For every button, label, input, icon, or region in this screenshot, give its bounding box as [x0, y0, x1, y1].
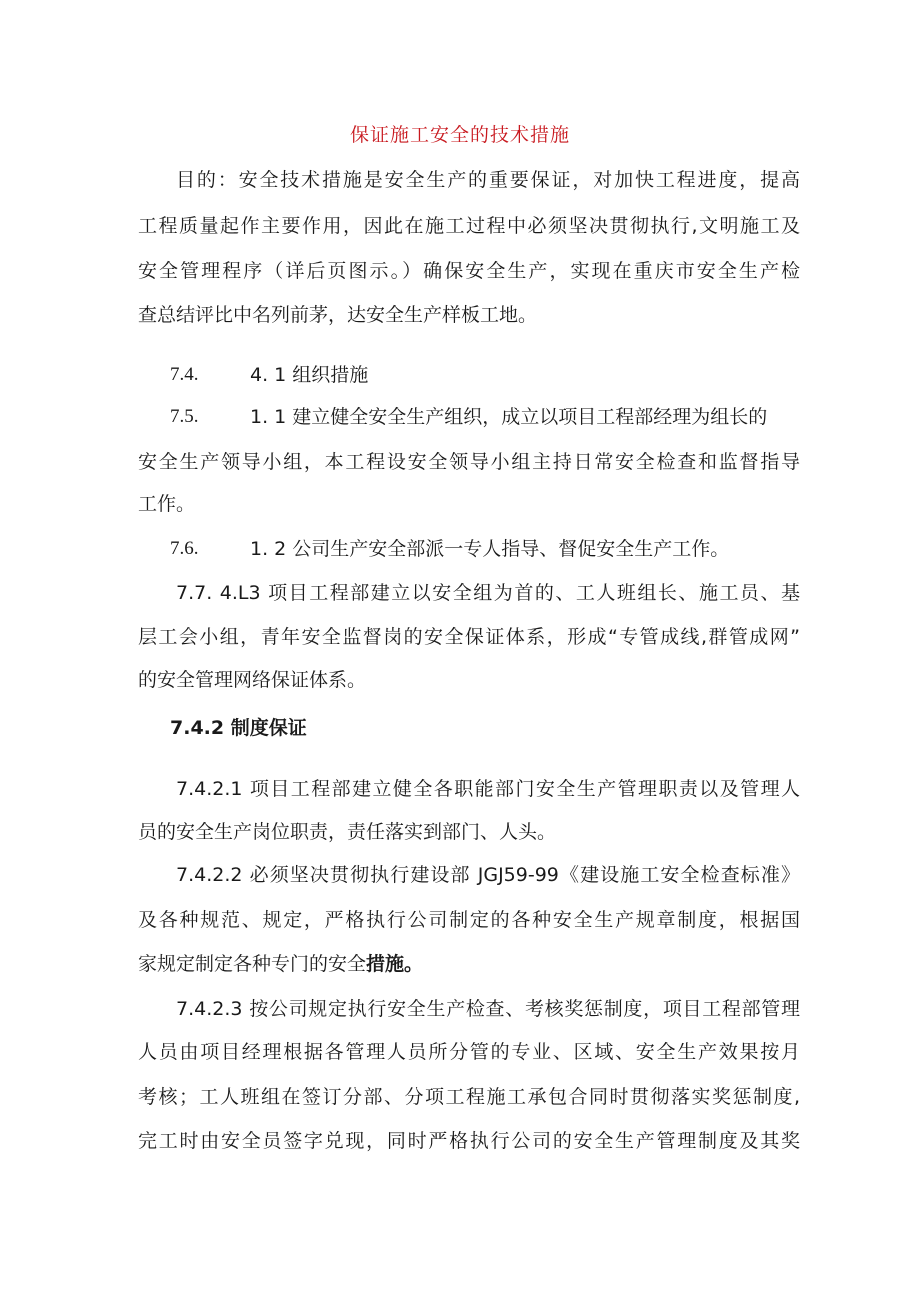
section-7-5-line-2: 安全生产领导小组，本工程设安全领导小组主持日常安全检查和监督指导 [138, 451, 800, 473]
page-title: 保证施工安全的技术措施 [349, 124, 570, 146]
section-7-4-number: 7.4. [170, 364, 199, 385]
purpose-line-3: 安全管理程序（详后页图示。）确保安全生产，实现在重庆市安全生产检 [138, 260, 800, 282]
section-7-5-line-3: 工作。 [138, 493, 196, 515]
purpose-line-4: 查总结评比中名列前茅，达安全生产样板工地。 [138, 304, 538, 326]
section-7-4-2-2-line-3-text: 家规定制定各种专门的安全 [138, 953, 367, 975]
purpose-line-1: 目的：安全技术措施是安全生产的重要保证，对加快工程进度，提高 [176, 169, 800, 191]
section-7-4-2-2-line-2: 及各种规范、规定，严格执行公司制定的各种安全生产规章制度，根据国 [138, 909, 800, 931]
section-7-4-2-2-line-3-bold: 措施。 [366, 953, 424, 975]
section-7-4-2-3-line-2: 人员由项目经理根据各管理人员所分管的专业、区域、安全生产效果按月 [138, 1041, 800, 1063]
section-7-7-line-2: 层工会小组，青年安全监督岗的安全保证体系，形成“专管成线,群管成网” [138, 626, 800, 648]
section-7-4-text: 4. 1 组织措施 [250, 364, 369, 386]
section-7-4-2-1-line-1: 7.4.2.1 项目工程部建立健全各职能部门安全生产管理职责以及管理人 [176, 778, 800, 800]
section-7-5-number: 7.5. [170, 406, 199, 427]
section-7-7-line-1: 7.7. 4.L3 项目工程部建立以安全组为首的、工人班组长、施工员、基 [176, 582, 800, 604]
purpose-line-2: 工程质量起作主要作用，因此在施工过程中必须坚决贯彻执行,文明施工及 [138, 215, 800, 237]
section-7-4-2-3-line-3: 考核；工人班组在签订分部、分项工程施工承包合同时贯彻落实奖惩制度, [138, 1086, 800, 1108]
section-7-6-text: 1. 2 公司生产安全部派一专人指导、督促安全生产工作。 [250, 538, 730, 560]
section-7-7-line-3: 的安全管理网络保证体系。 [138, 669, 367, 691]
section-7-6-number: 7.6. [170, 538, 199, 559]
section-7-4-2-1-line-2: 员的安全生产岗位职责，责任落实到部门、人头。 [138, 821, 557, 843]
section-7-5-text: 1. 1 建立健全安全生产组织，成立以项目工程部经理为组长的 [250, 406, 768, 428]
section-7-4-2-heading: 7.4.2 制度保证 [170, 717, 307, 739]
section-7-4-2-2-line-1: 7.4.2.2 必须坚决贯彻执行建设部 JGJ59-99《建设施工安全检查标准》 [176, 864, 800, 886]
section-7-4-2-2-line-3 [138, 950, 800, 978]
section-7-4-2-3-line-4: 完工时由安全员签字兑现，同时严格执行公司的安全生产管理制度及其奖 [138, 1130, 800, 1152]
section-7-4-2-3-line-1: 7.4.2.3 按公司规定执行安全生产检查、考核奖惩制度，项目工程部管理 [176, 998, 800, 1020]
